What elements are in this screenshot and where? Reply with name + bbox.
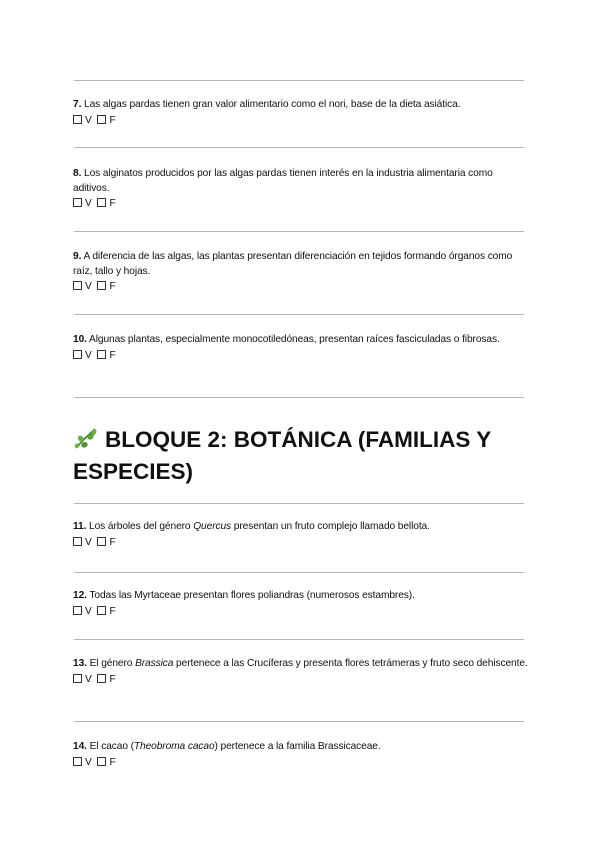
question-text: El cacao ( xyxy=(89,741,134,752)
true-false-options xyxy=(73,279,528,294)
checkbox-true[interactable] xyxy=(73,350,82,359)
true-false-options xyxy=(73,535,528,550)
question-text: A diferencia de las algas, las plantas presentan diferenciación en tejidos formando órganos como raíz, tallo y hojas. xyxy=(73,251,513,277)
question-text: ) pertenece a la familia Brassicaceae. xyxy=(214,741,381,752)
question-number: 12. xyxy=(73,590,87,601)
option-true-label: V xyxy=(85,605,92,617)
question-13 xyxy=(73,657,528,687)
checkbox-false[interactable] xyxy=(97,198,106,207)
divider xyxy=(74,147,524,148)
option-true-label: V xyxy=(85,349,92,361)
option-true-label: V xyxy=(85,281,92,292)
question-text: El género xyxy=(89,658,136,669)
true-false-options xyxy=(73,604,528,619)
question-7 xyxy=(73,98,528,128)
taxon-name: Theobroma cacao xyxy=(133,741,215,752)
question-text: Los alginatos producidos por las algas pardas tienen interés en la industria alimentaria como aditivos. xyxy=(73,168,493,194)
option-true-label: V xyxy=(85,673,92,685)
checkbox-true[interactable] xyxy=(73,674,82,683)
question-8 xyxy=(73,167,528,211)
question-number: 14. xyxy=(73,741,87,752)
question-number: 11. xyxy=(73,521,87,532)
option-false-label: F xyxy=(109,281,116,292)
question-number: 8. xyxy=(73,168,82,179)
divider xyxy=(74,397,524,398)
option-false-label: F xyxy=(109,198,116,209)
question-text: Todas las Myrtaceae presentan flores poliandras (numerosos estambres). xyxy=(89,590,415,601)
checkbox-false[interactable] xyxy=(97,606,106,615)
option-true-label: V xyxy=(85,536,92,548)
option-false-label: F xyxy=(109,605,116,617)
divider xyxy=(74,721,524,722)
divider xyxy=(74,314,524,315)
checkbox-true[interactable] xyxy=(73,115,82,124)
checkbox-false[interactable] xyxy=(97,115,106,124)
true-false-options xyxy=(73,113,528,128)
checkbox-false[interactable] xyxy=(97,757,106,766)
checkbox-true[interactable] xyxy=(73,606,82,615)
option-true-label: V xyxy=(85,198,92,209)
divider xyxy=(74,639,524,640)
question-text: Algunas plantas, especialmente monocotiledóneas, presentan raíces fasciculadas o fibrosas. xyxy=(89,334,500,345)
checkbox-false[interactable] xyxy=(97,537,106,546)
question-number: 13. xyxy=(73,658,87,669)
question-12 xyxy=(73,589,528,619)
option-false-label: F xyxy=(109,114,116,126)
question-text: Las algas pardas tienen gran valor alimentario como el nori, base de la dieta asiática. xyxy=(84,99,461,110)
taxon-name: Quercus xyxy=(193,521,232,532)
checkbox-true[interactable] xyxy=(73,198,82,207)
divider xyxy=(74,503,524,504)
checkbox-true[interactable] xyxy=(73,537,82,546)
true-false-options xyxy=(73,672,528,687)
checkbox-true[interactable] xyxy=(73,281,82,290)
taxon-name: Brassica xyxy=(135,658,174,669)
option-true-label: V xyxy=(85,114,92,126)
checkbox-true[interactable] xyxy=(73,757,82,766)
true-false-options xyxy=(73,196,528,211)
question-number: 7. xyxy=(73,99,82,110)
checkbox-false[interactable] xyxy=(97,350,106,359)
option-false-label: F xyxy=(109,536,116,548)
option-false-label: F xyxy=(109,673,116,685)
question-11 xyxy=(73,520,528,550)
question-14 xyxy=(73,740,528,770)
true-false-options xyxy=(73,348,528,363)
checkbox-false[interactable] xyxy=(97,674,106,683)
option-false-label: F xyxy=(109,349,116,361)
section-title: BLOQUE 2: BOTÁNICA (FAMILIAS Y ESPECIES) xyxy=(73,427,491,484)
question-10 xyxy=(73,333,528,363)
divider xyxy=(74,572,524,573)
question-number: 9. xyxy=(73,251,82,262)
question-text: presentan un fruto complejo llamado bellota. xyxy=(231,521,430,532)
herb-leaf-icon xyxy=(73,426,99,450)
divider xyxy=(74,231,524,232)
checkbox-false[interactable] xyxy=(97,281,106,290)
question-text: pertenece a las Crucíferas y presenta flores tetrámeras y fruto seco dehiscente. xyxy=(173,658,528,669)
true-false-options xyxy=(73,755,528,770)
divider xyxy=(74,80,524,81)
option-true-label: V xyxy=(85,756,92,768)
question-number: 10. xyxy=(73,334,87,345)
section-heading xyxy=(73,424,543,488)
option-false-label: F xyxy=(109,756,116,768)
question-text: Los árboles del género xyxy=(89,521,194,532)
question-9 xyxy=(73,250,528,294)
